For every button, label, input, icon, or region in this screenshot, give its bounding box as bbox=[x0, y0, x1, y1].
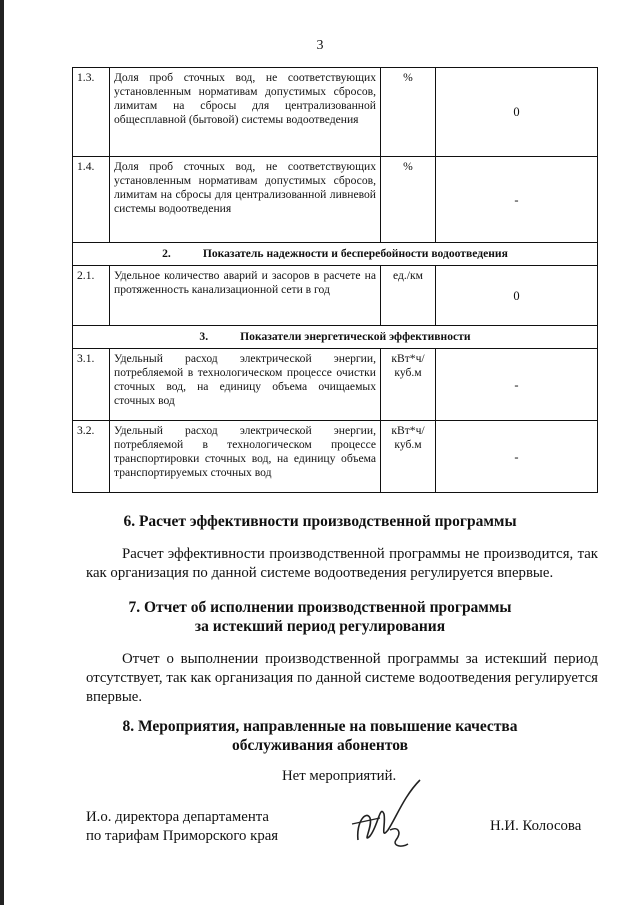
section-title: Показатели энергетической эффективности bbox=[240, 330, 471, 343]
indicator-value: - bbox=[436, 157, 598, 243]
section-8-heading-line1: 8. Мероприятия, направленные на повышение качества bbox=[122, 718, 518, 735]
signatory-position bbox=[86, 808, 278, 846]
row-number: 2.1. bbox=[73, 266, 110, 326]
section-7-text: Отчет о выполнении производственной программы за истекший период отсутствует, так как организация по данной системе водоотведения регулируется впервые. bbox=[86, 651, 598, 705]
section-8-heading bbox=[0, 717, 640, 755]
indicators-table bbox=[72, 67, 598, 493]
row-number: 1.4. bbox=[73, 157, 110, 243]
row-number: 3.1. bbox=[73, 349, 110, 421]
indicator-value: 0 bbox=[436, 68, 598, 157]
section-heading bbox=[73, 326, 598, 349]
indicator-unit: кВт*ч/куб.м bbox=[381, 421, 436, 493]
position-line1: И.о. директора департамента bbox=[86, 809, 269, 825]
section-heading bbox=[73, 243, 598, 266]
indicator-unit: % bbox=[381, 157, 436, 243]
section-7-heading bbox=[0, 598, 640, 636]
page-number: 3 bbox=[316, 38, 324, 53]
indicator-unit: ед./км bbox=[381, 266, 436, 326]
table-row bbox=[73, 68, 598, 157]
indicator-value: - bbox=[436, 421, 598, 493]
position-line2: по тарифам Приморского края bbox=[86, 828, 279, 844]
section-number: 3. bbox=[199, 330, 209, 343]
indicator-name: Доля проб сточных вод, не соответствующих установленным нормативам допустимых сбросов, лимитам на сбросы для централизованной общесплавной (бытовой) системы водоотведения bbox=[110, 68, 381, 157]
section-6-heading: 6. Расчет эффективности производственной программы bbox=[123, 513, 517, 530]
indicator-name: Доля проб сточных вод, не соответствующих установленным нормативам допустимых сбросов, лимитам на сбросы для централизованной ливневой системы водоотведения bbox=[110, 157, 381, 243]
indicator-value: - bbox=[436, 349, 598, 421]
row-number: 1.3. bbox=[73, 68, 110, 157]
indicator-value: 0 bbox=[436, 266, 598, 326]
indicator-name: Удельный расход электрической энергии, потребляемой в технологическом процессе очистки сточных вод, на единицу объема очищаемых сточных вод bbox=[110, 349, 381, 421]
section-row bbox=[73, 326, 598, 349]
signatory-name: Н.И. Колосова bbox=[490, 818, 582, 834]
handwritten-signature bbox=[340, 774, 450, 854]
table-row bbox=[73, 349, 598, 421]
table-row bbox=[73, 266, 598, 326]
section-title: Показатель надежности и бесперебойности водоотведения bbox=[202, 247, 508, 260]
row-number: 3.2. bbox=[73, 421, 110, 493]
indicator-unit: кВт*ч/куб.м bbox=[381, 349, 436, 421]
table-row bbox=[73, 157, 598, 243]
section-number: 2. bbox=[162, 247, 171, 260]
section-row bbox=[73, 243, 598, 266]
section-8-text: Нет мероприятий. bbox=[282, 768, 397, 784]
indicator-name: Удельный расход электрической энергии, потребляемой в технологическом процессе транспортировки сточных вод, на единицу объема транспортируемых сточных вод bbox=[110, 421, 381, 493]
table-row bbox=[73, 421, 598, 493]
scan-edge bbox=[0, 0, 4, 905]
section-6-text: Расчет эффективности производственной программы не производится, так как организация по данной системе водоотведения регулируется впервые. bbox=[86, 546, 598, 581]
section-8-heading-line2: обслуживания абонентов bbox=[232, 737, 408, 754]
indicator-unit: % bbox=[381, 68, 436, 157]
section-7-heading-line2: за истекший период регулирования bbox=[194, 618, 446, 635]
indicator-name: Удельное количество аварий и засоров в расчете на протяженность канализационной сети в год bbox=[110, 266, 381, 326]
section-7-heading-line1: 7. Отчет об исполнении производственной программы bbox=[128, 599, 512, 616]
